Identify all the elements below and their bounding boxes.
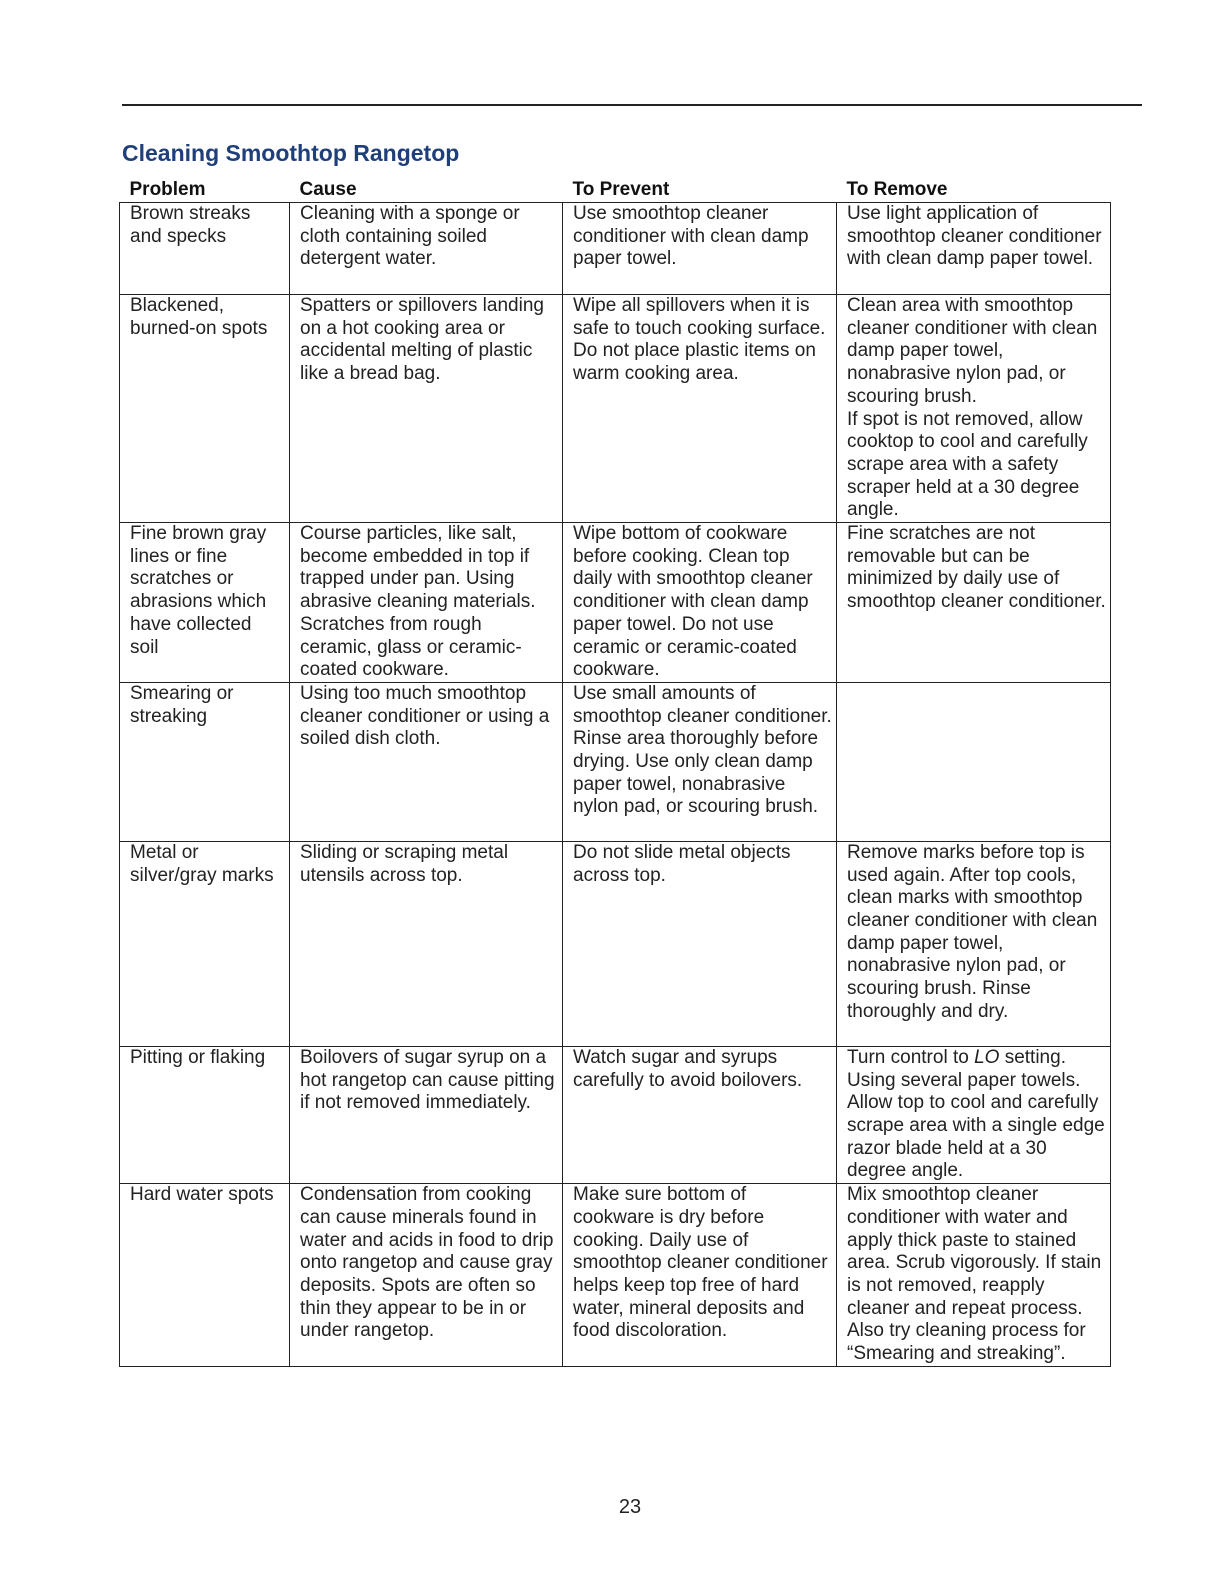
problem-cell: Metal or silver/gray marks <box>120 841 290 1046</box>
header-cause: Cause <box>299 179 357 200</box>
remove-cell <box>837 1046 1111 1183</box>
cause-cell: Condensation from cooking can cause minerals found in water and acids in food to drip onto rangetop and cause gray deposits. Spots are often so thin they appear to be in or under rangetop. <box>290 1184 563 1367</box>
remove-cell: Fine scratches are not removable but can be minimized by daily use of smoothtop cleaner conditioner. <box>837 523 1111 683</box>
table-row <box>120 523 1111 683</box>
remove-cell: Remove marks before top is used again. After top cools, clean marks with smoothtop cleaner conditioner with clean damp paper towel, nonabrasive nylon pad, or scouring brush. Rinse thoroughly and dry. <box>837 841 1111 1046</box>
table-row <box>120 295 1111 523</box>
table-row <box>120 682 1111 841</box>
prevent-cell: Use smoothtop cleaner conditioner with clean damp paper towel. <box>563 203 837 295</box>
prevent-cell: Make sure bottom of cookware is dry before cooking. Daily use of smoothtop cleaner conditioner helps keep top free of hard water, mineral deposits and food discoloration. <box>563 1184 837 1367</box>
cause-cell: Cleaning with a sponge or cloth containing soiled detergent water. <box>290 203 563 295</box>
problem-cell: Hard water spots <box>120 1184 290 1367</box>
table-row <box>120 203 1111 295</box>
troubleshooting-table <box>119 177 1111 1367</box>
header-row <box>120 177 1111 203</box>
cause-cell: Using too much smoothtop cleaner conditioner or using a soiled dish cloth. <box>290 682 563 841</box>
remove-text-post: setting. Using several paper towels. Allow top to cool and carefully scrape area with a single edge razor blade held at a 30 degree angle. <box>847 1046 1105 1182</box>
prevent-cell: Wipe all spillovers when it is safe to touch cooking surface. Do not place plastic items on warm cooking area. <box>563 295 837 523</box>
page-title: Cleaning Smoothtop Rangetop <box>122 140 460 166</box>
cause-cell: Course particles, like salt, become embedded in top if trapped under pan. Using abrasive cleaning materials. Scratches from rough ceramic, glass or ceramic-coated cookware. <box>290 523 563 683</box>
cause-cell: Sliding or scraping metal utensils across top. <box>290 841 563 1046</box>
problem-cell: Pitting or flaking <box>120 1046 290 1183</box>
top-rule <box>122 104 1142 106</box>
table-row <box>120 1046 1111 1183</box>
problem-cell: Blackened, burned-on spots <box>120 295 290 523</box>
table-row <box>120 1184 1111 1367</box>
remove-cell <box>837 682 1111 841</box>
remove-text-pre: Turn control to <box>847 1046 975 1068</box>
prevent-cell: Wipe bottom of cookware before cooking. Clean top daily with smoothtop cleaner conditioner with clean damp paper towel. Do not use ceramic or ceramic-coated cookware. <box>563 523 837 683</box>
remove-cell: Mix smoothtop cleaner conditioner with water and apply thick paste to stained area. Scrub vigorously. If stain is not removed, reapply cleaner and repeat process. Also try cleaning process for “Smearing and streaking”. <box>837 1184 1111 1367</box>
remove-cell <box>837 295 1111 523</box>
table-row <box>120 841 1111 1046</box>
remove-cell: Use light application of smoothtop cleaner conditioner with clean damp paper towel. <box>837 203 1111 295</box>
problem-cell: Smearing or streaking <box>120 682 290 841</box>
cause-cell: Spatters or spillovers landing on a hot cooking area or accidental melting of plastic like a bread bag. <box>290 295 563 523</box>
header-prevent: To Prevent <box>572 179 670 200</box>
prevent-cell: Watch sugar and syrups carefully to avoid boilovers. <box>563 1046 837 1183</box>
header-problem: Problem <box>129 179 206 200</box>
remove-text-secondary: If spot is not removed, allow cooktop to cool and carefully scrape area with a safety scraper held at a 30 degree angle. <box>847 408 1088 521</box>
cleaning-table <box>119 177 1110 1367</box>
prevent-cell: Do not slide metal objects across top. <box>563 841 837 1046</box>
page-number: 23 <box>618 1496 642 1518</box>
cause-cell: Boilovers of sugar syrup on a hot rangetop can cause pitting if not removed immediately. <box>290 1046 563 1183</box>
lo-setting-label: LO <box>974 1046 1000 1068</box>
header-remove: To Remove <box>846 179 948 200</box>
problem-cell: Brown streaks and specks <box>120 203 290 295</box>
remove-text: Clean area with smoothtop cleaner conditioner with clean damp paper towel, nonabrasive nylon pad, or scouring brush. <box>847 295 1098 407</box>
problem-cell: Fine brown gray lines or fine scratches or abrasions which have collected soil <box>120 523 290 683</box>
prevent-cell: Use small amounts of smoothtop cleaner conditioner. Rinse area thoroughly before drying. Use only clean damp paper towel, nonabrasive nylon pad, or scouring brush. <box>563 682 837 841</box>
